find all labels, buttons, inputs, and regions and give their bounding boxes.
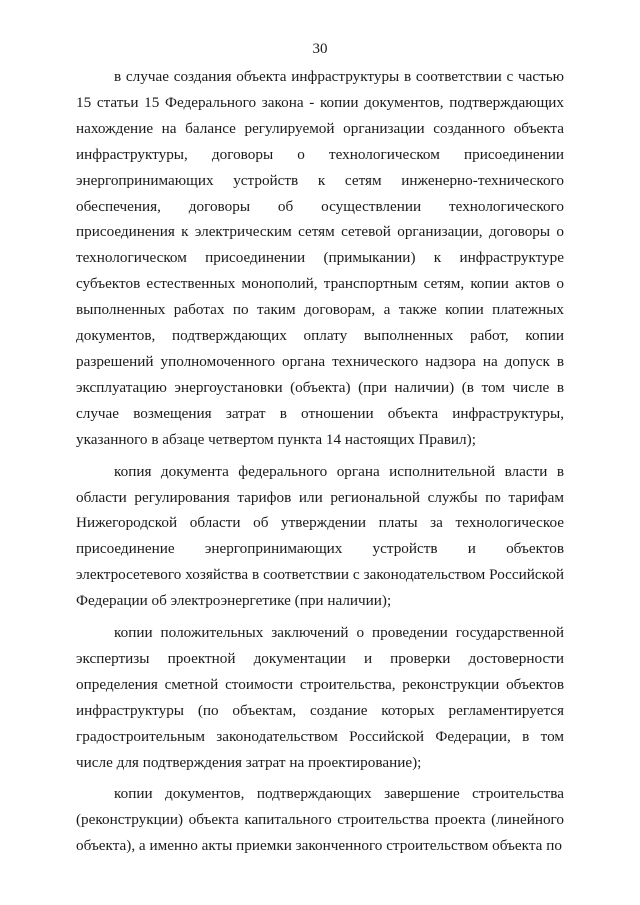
paragraph-infrastructure-documents: в случае создания объекта инфраструктуры в соответствии с частью 15 статьи 15 Федерального закона - копии документов, подтверждающих нахождение на балансе регулируемой организации созданного объекта инфраструктуры, договоры о технологическом присоединении энергопринимающих устройств к сетям инженерно-технического обеспечения, договоры об осуществлении технологического присоединения к электрическим сетям сетевой организации, договоры о технологическом присоединении (примыкании) к инфраструктуре субъектов естественных монополий, транспортным сетям, копии актов о выполненных работах по таким договорам, а также копии платежных документов, подтверждающих оплату выполненных работ, копии разрешений уполномоченного органа технического надзора на допуск в эксплуатацию энергоустановки (объекта) (при наличии) (в том числе в случае возмещения затрат в отношении объекта инфраструктуры, указанного в абзаце четвертом пункта 14 настоящих Правил); <box>76 68 564 448</box>
page-number: 30 <box>312 41 328 57</box>
paragraph-construction-completion: копии документов, подтверждающих завершение строительства (реконструкции) объекта капитального строительства проекта (линейного объекта), а именно акты приемки законченного строительством объекта по <box>76 785 564 855</box>
paragraph-state-expertise: копии положительных заключений о проведении государственной экспертизы проектной документации и проверки достоверности определения сметной стоимости строительства, реконструкции объектов инфраструктуры (по объектам, создание которых регламентируется градостроительным законодательством Российской Федерации, в том числе для подтверждения затрат на проектирование); <box>76 624 564 771</box>
document-body <box>76 64 564 859</box>
paragraph-tariff-document: копия документа федерального органа исполнительной власти в области регулирования тарифов или региональной службы по тарифам Нижегородской области об утверждении платы за технологическое присоединение энергопринимающих устройств и объектов электросетевого хозяйства в соответствии с законодательством Российской Федерации об электроэнергетике (при наличии); <box>76 462 564 610</box>
